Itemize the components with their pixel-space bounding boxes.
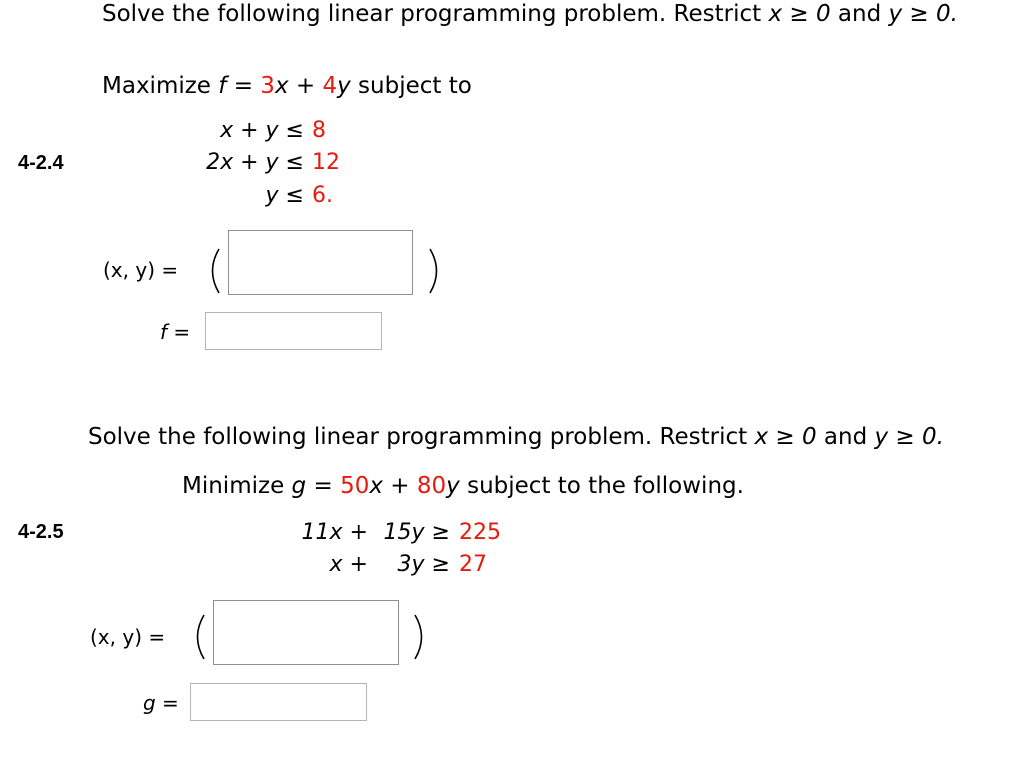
- objective-coef-1: 50: [340, 473, 370, 499]
- constraint-term-1: x +: [329, 552, 368, 577]
- constraint-row: [180, 152, 353, 174]
- problem-intro: [102, 3, 958, 26]
- objective-coef-2: 80: [416, 473, 447, 499]
- right-paren-icon: [410, 613, 432, 661]
- left-paren-icon: [202, 247, 224, 295]
- restrict-x: x ≥ 0: [768, 1, 831, 27]
- g-label: [143, 693, 179, 713]
- left-paren-icon: [187, 613, 209, 661]
- right-paren-icon: [425, 247, 447, 295]
- objective-eq: =: [313, 473, 333, 499]
- objective-var-1: x: [274, 73, 289, 99]
- constraint-rhs: 8: [311, 118, 326, 143]
- objective-coef-1: 3: [260, 73, 275, 99]
- objective-var-2: y: [446, 473, 460, 499]
- constraint-rhs: 27: [459, 552, 487, 577]
- objective-verb: Maximize: [102, 73, 211, 99]
- constraint-lhs: 2x + y ≤: [206, 150, 304, 175]
- constraint-term-1: 11x +: [301, 520, 368, 545]
- objective-plus: +: [390, 473, 410, 499]
- f-label-text: f =: [160, 320, 191, 344]
- objective-line: [102, 75, 472, 98]
- objective-var: g: [291, 473, 307, 499]
- constraint-lhs: x + y ≤: [220, 118, 304, 143]
- restrict-y: y ≥ 0.: [888, 1, 958, 27]
- constraint-rhs: 225: [459, 520, 501, 545]
- constraint-term-2: 3y ≥: [397, 552, 450, 577]
- intro-text: Solve the following linear programming problem. Restrict: [102, 1, 762, 27]
- constraint-rhs: 12: [311, 150, 340, 175]
- constraint-row: [270, 522, 501, 544]
- xy-label: (x, y) =: [103, 258, 179, 282]
- objective-suffix: subject to: [358, 73, 472, 99]
- problem-number: 4-2.4: [18, 152, 64, 174]
- objective-suffix: subject to the following.: [467, 473, 744, 499]
- constraint-lhs: y ≤: [265, 183, 304, 208]
- objective-eq: =: [233, 73, 253, 99]
- problem-number: 4-2.5: [18, 521, 64, 543]
- objective-var-2: y: [337, 73, 351, 99]
- xy-label: (x, y) =: [90, 625, 166, 649]
- g-answer-input[interactable]: [190, 683, 367, 721]
- f-answer-input[interactable]: [205, 312, 382, 350]
- constraint-term-2: 15y ≥: [383, 520, 450, 545]
- restrict-and: and: [823, 424, 868, 450]
- objective-line: [182, 475, 744, 498]
- objective-var-1: x: [369, 473, 383, 499]
- objective-verb: Minimize: [182, 473, 285, 499]
- problem-intro: [88, 426, 944, 449]
- restrict-and: and: [837, 1, 882, 27]
- constraint-row: [270, 554, 487, 576]
- intro-text: Solve the following linear programming problem. Restrict: [88, 424, 748, 450]
- f-label: [160, 322, 190, 342]
- constraint-row: [180, 185, 353, 207]
- g-label-text: g =: [143, 691, 179, 715]
- xy-answer-input[interactable]: [228, 230, 413, 295]
- constraint-rhs: 6.: [311, 183, 333, 208]
- xy-answer-input[interactable]: [213, 600, 399, 665]
- restrict-y: y ≥ 0.: [874, 424, 944, 450]
- objective-plus: +: [295, 73, 316, 99]
- restrict-x: x ≥ 0: [754, 424, 817, 450]
- objective-var: f: [218, 73, 227, 99]
- objective-coef-2: 4: [322, 73, 338, 99]
